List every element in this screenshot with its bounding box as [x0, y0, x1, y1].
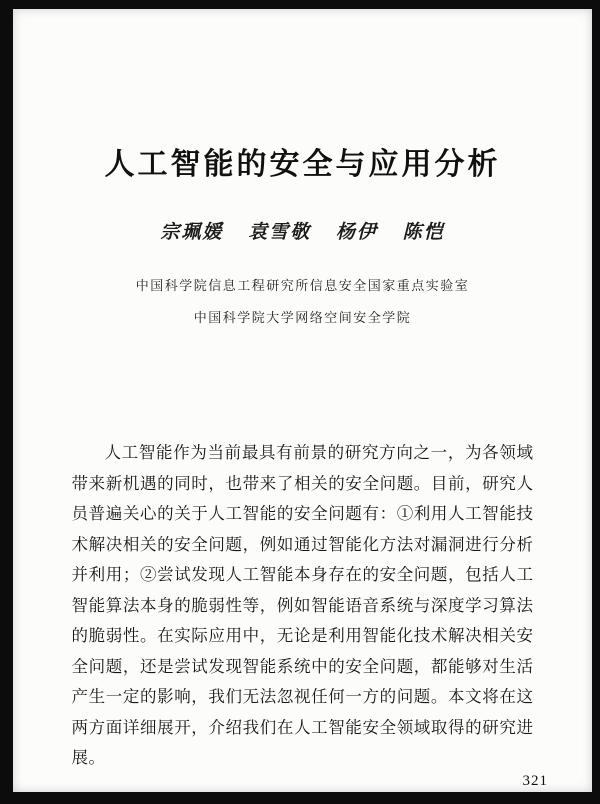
author-name: 袁雪敬	[248, 222, 312, 243]
affiliation-line: 中国科学院大学网络空间安全学院	[193, 310, 412, 325]
page-number: 321	[522, 773, 548, 789]
author-name: 宗珮媛	[160, 222, 224, 243]
document-page	[13, 9, 592, 792]
paper-title: 人工智能的安全与应用分析	[104, 148, 501, 181]
affiliations-block	[13, 270, 592, 334]
author-name: 陈恺	[402, 222, 445, 243]
abstract-paragraph: 人工智能作为当前最具有前景的研究方向之一，为各领域带来新机遇的同时，也带来了相关的安全问题。目前，研究人员普遍关心的关于人工智能的安全问题有：①利用人工智能技术解决相关的安全问题，例如通过智能化方法对漏洞进行分析并利用；②尝试发现人工智能本身存在的安全问题，包括人工智能算法本身的脆弱性等，例如智能语音系统与深度学习算法的脆弱性。在实际应用中，无论是利用智能化技术解决相关安全问题，还是尝试发现智能系统中的安全问题，都能够对生活产生一定的影响，我们无法忽视任何一方的问题。本文将在这两方面详细展开，介绍我们在人工智能安全领域取得的研究进展。	[71, 443, 534, 767]
author-name: 杨伊	[335, 222, 378, 243]
affiliation-line: 中国科学院信息工程研究所信息安全国家重点实验室	[135, 278, 470, 293]
authors-line	[13, 217, 592, 244]
